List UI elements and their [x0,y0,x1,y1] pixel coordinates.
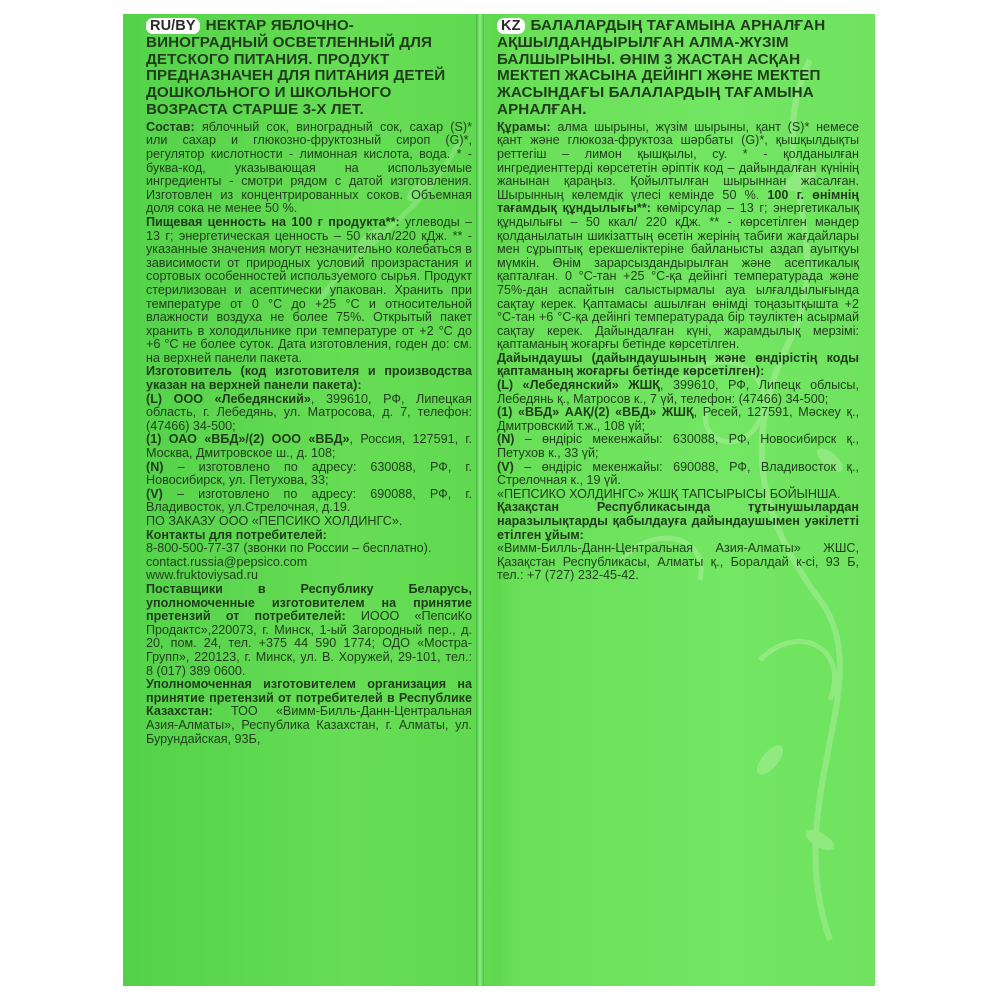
kz-composition [497,121,859,352]
kz-m3-code: (N) [497,432,515,447]
kz-m1-text: , 399610, РФ, Липецк облысы, Лебедянь қ., Матросов к., 7 үй, телефон: (47466) 34-500; [497,378,859,406]
ru-m3-text: – изготовлено по адресу: 630088, РФ, г. Новосибирск, ул. Петухова, 33; [146,459,472,488]
ru-belarus [146,583,472,678]
kz-m4-text: – өндіріс мекенжайы: 690088, РФ, Владивосток қ., Стрелочная к., 19 үй. [497,459,859,488]
ru-email: contact.russia@pepsico.com [146,554,308,569]
ru-m1-text: , 399610, РФ, Липецкая область, г. Лебедянь, ул. Матросова, д. 7, телефон: (47466) 34-500; [146,391,472,433]
kz-organization-text: «Вимм-Билль-Данн-Центральная Азия-Алматы» ЖШС, Қазақстан Республикасы, Алматы қ., Боралдай к-сі, 93 Б, тел.: +7 (727) 232-45-42. [497,541,859,583]
ru-product-heading [146,18,472,119]
kz-m2-text: , Ресей, 127591, Мәскеу қ., Дмитровский т.ж., 108 үй; [497,405,859,433]
ru-nutrition-text: углеводы – 13 г; энергетическая ценность – 50 ккал/220 кДж. ** - указанные значения могут незначительно колебаться в зависимости от природных условий произрастания и сортовых особенностей используемого сырья. Продукт стерилизован и асептически упакован. Хранить при температуре от 0 °С до +25 °С и относительной влажности воздуха не более 75%. Открытый пакет хранить в холодильнике при температуре от +2 °С до +6 °С не более суток. Дата изготовления, годен до: см. на верхней панели пакета. [146,214,472,365]
ru-manufacturer-2 [146,433,472,460]
kz-manufacturer-label: Дайындаушы (дайындаушының және өндірістің коды қаптаманың жоғарғы бетінде көрсетілген): [497,350,859,379]
kz-manufacturer-4 [497,461,859,488]
kz-m3-text: – өндіріс мекенжайы: 630088, РФ, Новосибирск қ., Петухов к., 33 үй; [497,432,859,461]
ru-m4-text: – изготовлено по адресу: 690088, РФ, г. Владивосток, ул.Стрелочная, д.19. [146,486,472,515]
ru-heading-text: НЕКТАР ЯБЛОЧНО-ВИНОГРАДНЫЙ ОСВЕТЛЕННЫЙ ДЛЯ ДЕТСКОГО ПИТАНИЯ. ПРОДУКТ ПРЕДНАЗНАЧЕН ДЛЯ ПИТАНИЯ ДЕТЕЙ ДОШКОЛЬНОГО И ШКОЛЬНОГО ВОЗРАСТА СТАРШЕ 3-Х ЛЕТ. [146,17,446,118]
kazakh-text-column [497,18,859,583]
kz-organization-label: Қазақстан Республикасында тұтынушылардан наразылықтарды қабылдауға дайындаушымен уәкілетті етілген ұйым: [497,500,859,542]
ru-composition-label: Состав: [146,119,195,134]
kz-manufacturer-2 [497,406,859,433]
ru-m3-code: (N) [146,459,164,474]
ru-contacts-label: Контакты для потребителей: [146,527,327,542]
kz-manufacturer-1 [497,379,859,406]
kz-language-tag: KZ [497,18,525,34]
ru-by-language-tag: RU/BY [146,18,200,34]
ru-site: www.fruktoviysad.ru [146,568,258,583]
ru-m1-code: (L) ООО «Лебедянский» [146,391,311,406]
ru-manufacturer-3 [146,461,472,488]
kz-product-heading [497,18,859,119]
ru-phone: 8-800-500-77-37 (звонки по России – бесплатно). [146,541,432,556]
ru-m4-code: (V) [146,486,163,501]
ru-manufacturer-1 [146,393,472,434]
ru-m2-text: , Россия, 127591, г. Москва, Дмитровское ш., д. 108; [146,432,472,461]
kz-m1-code: (L) «Лебедянский» ЖШҚ [497,378,660,393]
ru-kazakhstan [146,678,472,746]
ru-manufacturer-label: Изготовитель (код изготовителя и производства указан на верхней панели пакета): [146,364,472,393]
ru-kz-text: ТОО «Вимм-Билль-Данн-Центральная Азия-Алматы», Республика Казахстан, г. Алматы, ул. Бурундайская, 93Б, [146,704,472,746]
ru-belarus-text: ИООО «ПепсиКо Продактс»,220073, г. Минск, 1-ый Загородный пер., д. 20, пом. 24, тел. +375 44 590 1774; ОДО «Мостра-Групп», 220123, г. Минск, ул. В. Хоружей, 29-101, тел.: 8 (017) 389 0600. [146,609,472,678]
kz-m4-code: (V) [497,459,514,474]
kz-composition-label: Құрамы: [497,119,551,134]
ru-kz-label: Уполномоченная изготовителем организация на принятие претензий от потребителей в Республике Казахстан: [146,677,472,719]
kz-m2-code: (1) «ВБД» ААҚ/(2) «ВБД» ЖШҚ [497,405,694,420]
kz-composition-text: алма шырыны, жүзім шырыны, қант (S)* немесе қант және глюкоза-фруктоза шәрбаты (G)*, қышқылдықты реттегіш – лимон қышқылы, су. * - қолданылған ингредиенттерді көрсететін әріптік код – дайындалған күнінің жанынан қараңыз. Қойылтылған шырыннан жасалған. Шырынның көлемдік үлесі кемінде 50 %. [497,119,859,202]
ru-composition-text: яблочный сок, виноградный сок, сахар (S)* или сахар и глюкозно-фруктозный сироп (G)*, регулятор кислотности - лимонная кислота, вода. * - буква-код, указывающая на используемые ингредиенты - смотри рядом с датой изготовления. Изготовлен из концентрированных соков. Объемная доля сока не менее 50 %. [146,119,472,216]
kz-manufacturer-3 [497,433,859,460]
russian-text-column [146,18,472,746]
ru-nutrition [146,216,472,366]
pack-fold-edge [476,14,484,986]
kz-nutrition-label: 100 г. өнімнің тағамдық құндылығы**: [497,187,860,216]
ru-composition [146,121,472,216]
ru-order: ПО ЗАКАЗУ ООО «ПЕПСИКО ХОЛДИНГС». [146,514,403,528]
ru-m2-code: (1) ОАО «ВБД»/(2) ООО «ВБД» [146,432,350,447]
kz-heading-text: БАЛАЛАРДЫҢ ТАҒАМЫНА АРНАЛҒАН АҚШЫЛДАНДЫРЫЛҒАН АЛМА-ЖҮЗІМ БАЛШЫРЫНЫ. ӨНІМ 3 ЖАСТАН АСҚАН МЕКТЕП ЖАСЫНА ДЕЙІНГІ ЖӘНЕ МЕКТЕП ЖАСЫНДАҒЫ БАЛАЛАРДЫҢ ТАҒАМЫНА АРНАЛҒАН. [497,17,826,118]
ru-manufacturer-4 [146,488,472,515]
ru-nutrition-label: Пищевая ценность на 100 г продукта**: [146,214,400,229]
kz-nutrition-text: көмірсулар – 13 г; энергетикалық құндылығы – 50 ккал/ 220 кДж. ** - көрсетілген мәндер қолданылатын шикізаттың өсетін жерінің табиғи жағдайлары мен сұрыптық ерекшеліктеріне байланысты аздап ауытқуы мүмкін. Өнім зарарсыздандырылған және асептикалық қапталған. 0 °С-тан +25 °С-қа дейінгі температурада және 75%-дан аспайтын салыстырмалы ауа ылғалдылығында сақтау керек. Қаптамасы ашылған өнімді тоңазытқышта +2 °С-тан +6 °С-қа дейінгі температурада бір тәуліктен асырмай сақтау керек. Дайындалған күні, жарамдылық мерзімі: қаптаманың жоғарғы бетінде көрсетілген. [497,201,860,352]
ru-belarus-label: Поставщики в Республику Беларусь, уполномоченные изготовителем на принятие претензий от потребителей: [146,581,472,624]
kz-order: «ПЕПСИКО ХОЛДИНГС» ЖШҚ ТАПСЫРЫСЫ БОЙЫНША. [497,486,841,501]
